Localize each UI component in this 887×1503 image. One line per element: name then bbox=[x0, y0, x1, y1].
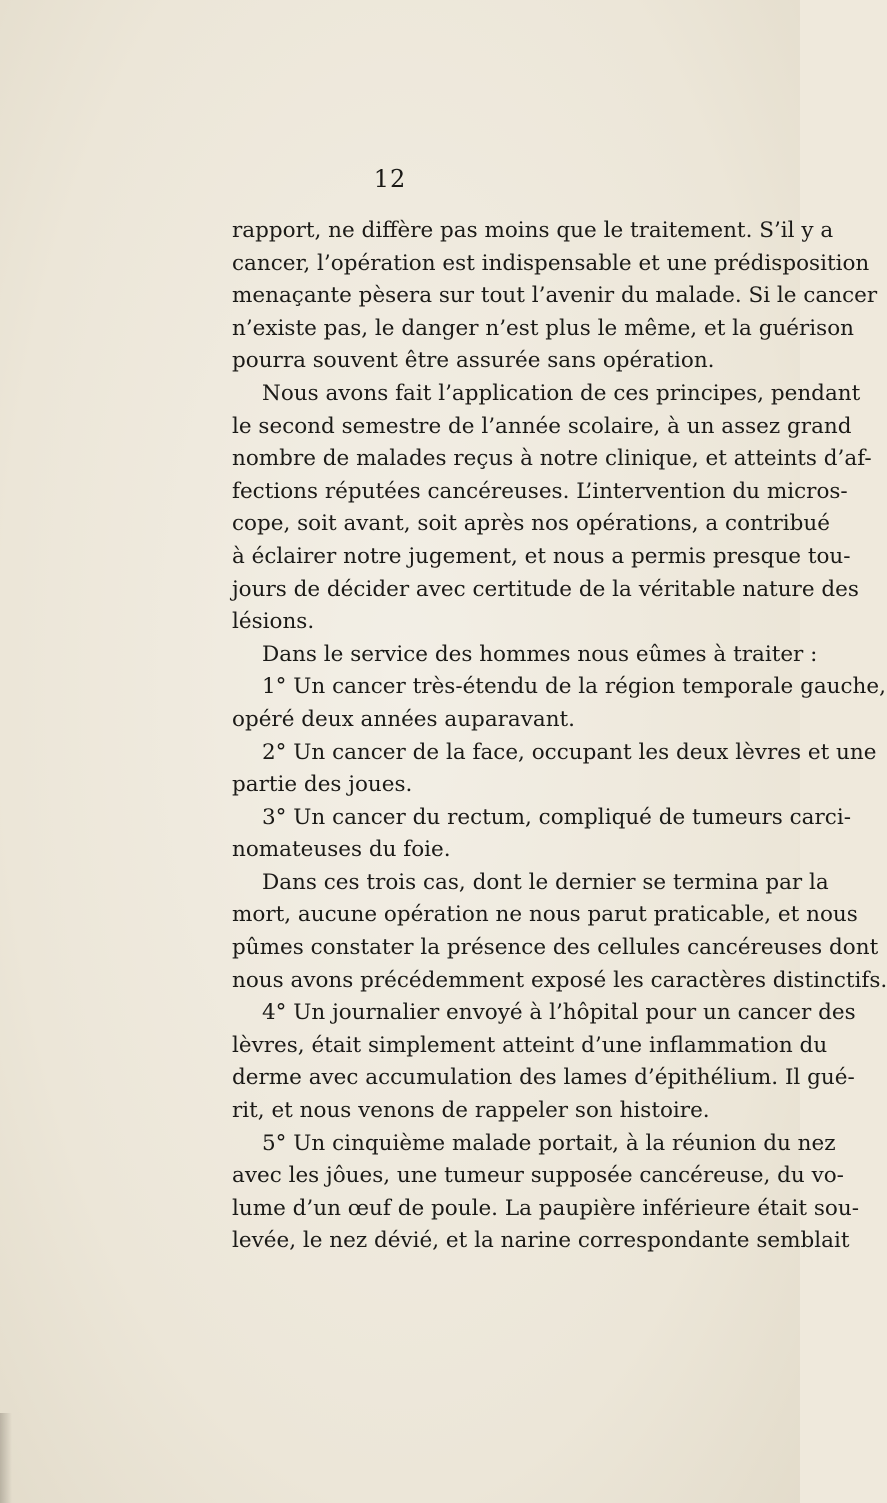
text-line: Dans le service des hommes nous eûmes à traiter : bbox=[262, 641, 818, 667]
text-line: pourra souvent être assurée sans opération. bbox=[232, 348, 715, 374]
page-edge-smudge bbox=[0, 1413, 12, 1503]
text-line: fections réputées cancéreuses. L’intervention du micros- bbox=[232, 478, 848, 504]
text-line: opéré deux années auparavant. bbox=[232, 706, 576, 732]
text-line: nombre de malades reçus à notre clinique, et atteints d’af- bbox=[232, 446, 872, 472]
text-line: derme avec accumulation des lames d’épithélium. Il gué- bbox=[232, 1065, 855, 1091]
text-line: levée, le nez dévié, et la narine correspondante semblait bbox=[232, 1228, 850, 1254]
text-line: 4° Un journalier envoyé à l’hôpital pour un cancer des bbox=[262, 1000, 856, 1026]
text-line: n’existe pas, le danger n’est plus le même, et la guérison bbox=[232, 315, 855, 341]
text-line: 5° Un cinquième malade portait, à la réunion du nez bbox=[262, 1130, 836, 1156]
text-line: nous avons précédemment exposé les caractères distinctifs. bbox=[232, 967, 887, 993]
text-line: menaçante pèsera sur tout l’avenir du malade. Si le cancer bbox=[232, 283, 878, 309]
text-line: Dans ces trois cas, dont le dernier se termina par la bbox=[262, 869, 829, 895]
text-line: lèvres, était simplement atteint d’une inflammation du bbox=[232, 1032, 828, 1058]
text-line: rapport, ne diffère pas moins que le traitement. S’il y a bbox=[232, 218, 834, 243]
text-line: rit, et nous venons de rappeler son histoire. bbox=[232, 1098, 710, 1124]
text-line: pûmes constater la présence des cellules cancéreuses dont bbox=[232, 935, 879, 961]
text-line: nomateuses du foie. bbox=[232, 837, 451, 863]
text-line: 2° Un cancer de la face, occupant les deux lèvres et une bbox=[262, 739, 877, 765]
text-line: mort, aucune opération ne nous parut praticable, et nous bbox=[232, 902, 858, 928]
text-line: partie des joues. bbox=[232, 772, 413, 798]
text-line: cope, soit avant, soit après nos opérations, a contribué bbox=[232, 511, 830, 537]
text-line: jours de décider avec certitude de la véritable nature des bbox=[232, 576, 859, 602]
text-line: avec les jôues, une tumeur supposée cancéreuse, du vo- bbox=[232, 1163, 844, 1189]
text-line: à éclairer notre jugement, et nous a permis presque tou- bbox=[232, 543, 851, 569]
text-line: cancer, l’opération est indispensable et une prédisposition bbox=[232, 250, 870, 276]
text-line: le second semestre de l’année scolaire, à un assez grand bbox=[232, 413, 852, 439]
text-line: 1° Un cancer très-étendu de la région temporale gauche, bbox=[262, 674, 886, 700]
text-line: 3° Un cancer du rectum, compliqué de tumeurs carci- bbox=[262, 804, 851, 830]
body-text bbox=[232, 215, 887, 1258]
text-line: Nous avons fait l’application de ces principes, pendant bbox=[262, 380, 861, 406]
text-line: lésions. bbox=[232, 609, 315, 635]
page-number: 12 bbox=[373, 165, 407, 193]
text-line: lume d’un œuf de poule. La paupière inférieure était sou- bbox=[232, 1195, 859, 1221]
